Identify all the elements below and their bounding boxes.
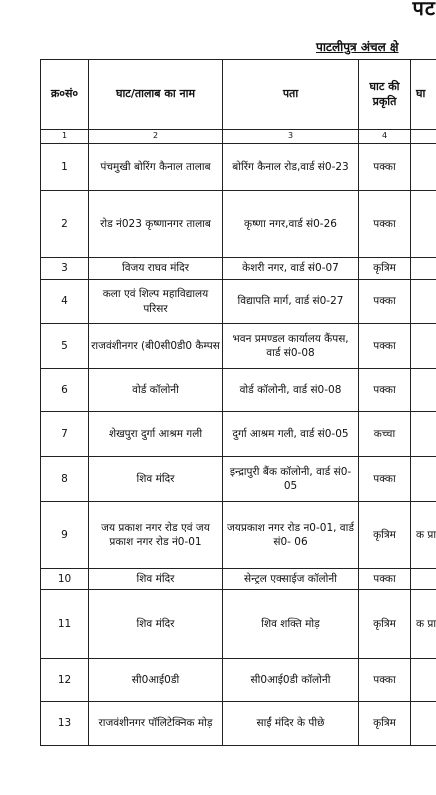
type-cell: कृत्रिम (359, 590, 411, 659)
extra-cell: क प्रा (411, 590, 436, 659)
address-cell: बोरिंग कैनाल रोड,वार्ड सं0-23 (223, 144, 359, 191)
extra-cell (411, 457, 436, 502)
page-title: पट (412, 0, 436, 20)
address-cell: साईं मंदिर के पीछे (223, 702, 359, 746)
zone-subtitle: पाटलीपुत्र अंचल क्षे (316, 40, 399, 54)
address-cell: वोर्ड कॉलोनी, वार्ड सं0-08 (223, 369, 359, 412)
address-cell: सेन्ट्रल एक्साईज कॉलोनी (223, 569, 359, 590)
type-cell: कृत्रिम (359, 258, 411, 280)
table-row (41, 502, 436, 569)
type-cell: पक्का (359, 324, 411, 369)
serial-cell: 11 (41, 590, 89, 659)
name-cell: राजवंशीनगर (बी0सी0डी0 कैम्पस (89, 324, 223, 369)
table-row (41, 324, 436, 369)
address-cell: सी0आई0डी कॉलोनी (223, 659, 359, 702)
extra-cell (411, 369, 436, 412)
serial-cell: 7 (41, 412, 89, 457)
table-row (41, 590, 436, 659)
address-cell: इन्द्रापुरी बैंक कॉलोनी, वार्ड सं0- 05 (223, 457, 359, 502)
ghat-table (40, 59, 436, 746)
name-cell: जय प्रकाश नगर रोड एवं जय प्रकाश नगर रोड नं0-01 (89, 502, 223, 569)
table-row (41, 369, 436, 412)
name-cell: शिव मंदिर (89, 569, 223, 590)
column-number: 2 (89, 130, 223, 144)
table-row (41, 457, 436, 502)
table-row (41, 659, 436, 702)
extra-cell (411, 569, 436, 590)
extra-cell (411, 659, 436, 702)
name-cell: वोर्ड कॉलोनी (89, 369, 223, 412)
serial-cell: 12 (41, 659, 89, 702)
table-row (41, 280, 436, 324)
table-row (41, 191, 436, 258)
type-cell: पक्का (359, 280, 411, 324)
extra-cell (411, 191, 436, 258)
address-cell: जयप्रकाश नगर रोड न0-01, वार्ड सं0- 06 (223, 502, 359, 569)
extra-cell: क प्रा (411, 502, 436, 569)
type-cell: कच्चा (359, 412, 411, 457)
type-cell: कृत्रिम (359, 502, 411, 569)
type-cell: पक्का (359, 191, 411, 258)
name-cell: रोड नं023 कृष्णानगर तालाब (89, 191, 223, 258)
name-cell: शेखपुरा दुर्गा आश्रम गली (89, 412, 223, 457)
name-cell: विजय राघव मंदिर (89, 258, 223, 280)
column-number: 3 (223, 130, 359, 144)
serial-cell: 1 (41, 144, 89, 191)
type-cell: कृत्रिम (359, 702, 411, 746)
serial-cell: 2 (41, 191, 89, 258)
column-number: 4 (359, 130, 411, 144)
name-cell: कला एवं शिल्प महाविद्यालय परिसर (89, 280, 223, 324)
extra-cell (411, 324, 436, 369)
name-cell: सी0आई0डी (89, 659, 223, 702)
serial-cell: 8 (41, 457, 89, 502)
header-ghat-type: घाट की प्रकृति (359, 60, 411, 130)
extra-cell (411, 258, 436, 280)
name-cell: राजवंशीनगर पॉलिटेक्निक मोड़ (89, 702, 223, 746)
name-cell: पंचमुखी बोरिंग कैनाल तालाब (89, 144, 223, 191)
header-serial-no: क्र०सं० (41, 60, 89, 130)
serial-cell: 9 (41, 502, 89, 569)
type-cell: पक्का (359, 659, 411, 702)
extra-cell (411, 702, 436, 746)
serial-cell: 3 (41, 258, 89, 280)
serial-cell: 4 (41, 280, 89, 324)
type-cell: पक्का (359, 369, 411, 412)
type-cell: पक्का (359, 569, 411, 590)
extra-cell (411, 280, 436, 324)
header-ghat-name: घाट/तालाब का नाम (89, 60, 223, 130)
table-row (41, 258, 436, 280)
address-cell: शिव शक्ति मोड़ (223, 590, 359, 659)
table-row (41, 412, 436, 457)
table-header-row (41, 60, 436, 130)
header-extra: घा (411, 60, 436, 130)
address-cell: केशरी नगर, वार्ड सं0-07 (223, 258, 359, 280)
serial-cell: 5 (41, 324, 89, 369)
name-cell: शिव मंदिर (89, 590, 223, 659)
address-cell: भवन प्रमण्डल कार्यालय कैंपस, वार्ड सं0-08 (223, 324, 359, 369)
address-cell: दुर्गा आश्रम गली, वार्ड सं0-05 (223, 412, 359, 457)
table-row (41, 569, 436, 590)
address-cell: कृष्णा नगर,वार्ड सं0-26 (223, 191, 359, 258)
address-cell: विद्यापति मार्ग, वार्ड सं0-27 (223, 280, 359, 324)
column-number: 1 (41, 130, 89, 144)
extra-cell (411, 412, 436, 457)
type-cell: पक्का (359, 457, 411, 502)
name-cell: शिव मंदिर (89, 457, 223, 502)
header-address: पता (223, 60, 359, 130)
column-number-row (41, 130, 436, 144)
table-row (41, 144, 436, 191)
column-number (411, 130, 436, 144)
serial-cell: 6 (41, 369, 89, 412)
serial-cell: 13 (41, 702, 89, 746)
serial-cell: 10 (41, 569, 89, 590)
extra-cell (411, 144, 436, 191)
table-row (41, 702, 436, 746)
type-cell: पक्का (359, 144, 411, 191)
